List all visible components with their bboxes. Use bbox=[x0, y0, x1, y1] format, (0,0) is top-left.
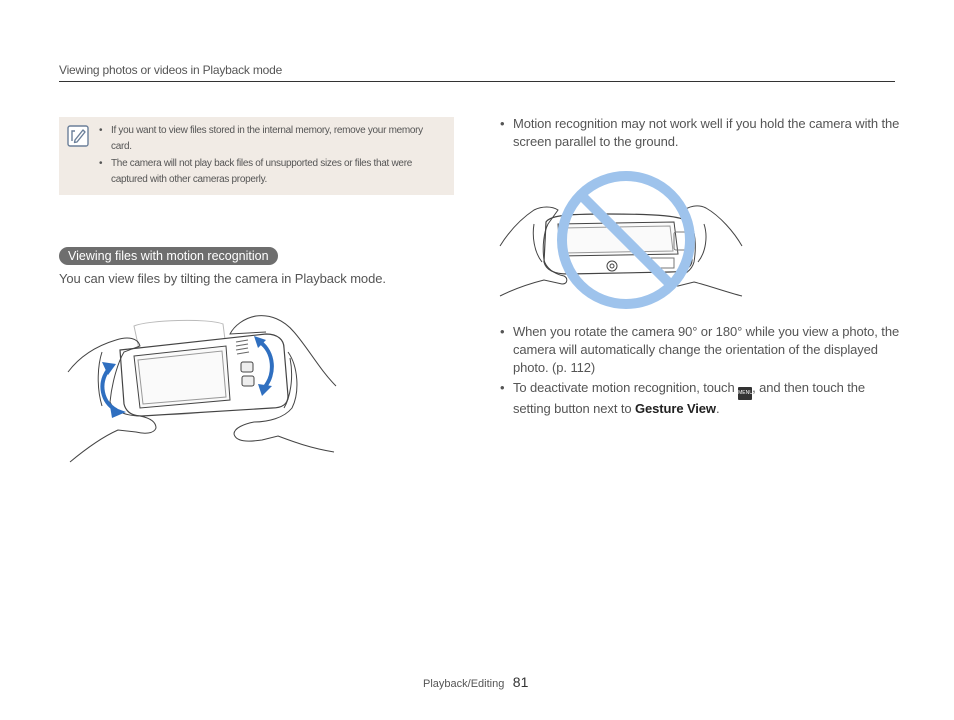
list-item-text: . bbox=[715, 401, 720, 416]
running-header bbox=[59, 62, 895, 82]
note-item: • The camera will not play back files of unsupported sizes or files that were captured with other cameras properly. bbox=[99, 156, 439, 188]
list-item bbox=[500, 379, 900, 418]
note-list bbox=[99, 123, 439, 189]
motion-warning-list bbox=[500, 115, 900, 151]
section-intro: You can view files by tilting the camera in Playback mode. bbox=[59, 271, 386, 286]
menu-icon: MENU bbox=[738, 387, 752, 400]
list-item-text: To deactivate motion recognition, touch bbox=[513, 380, 735, 395]
note-item: • If you want to view files stored in the internal memory, remove your memory card. bbox=[99, 123, 439, 155]
note-box bbox=[59, 117, 454, 195]
camera-held-flat-prohibited-illustration bbox=[498, 166, 744, 312]
page-number: 81 bbox=[512, 674, 529, 690]
header-title: Viewing photos or videos in Playback mode bbox=[59, 63, 283, 77]
motion-info-list bbox=[500, 323, 900, 420]
gesture-view-term: Gesture View bbox=[635, 401, 716, 416]
list-item: • When you rotate the camera 90° or 180° while you view a photo, the camera will automatically change the orientation of the displayed photo. (p. 112) bbox=[500, 323, 900, 377]
footer-section: Playback/Editing bbox=[423, 678, 505, 690]
page-footer bbox=[423, 673, 528, 693]
list-item-text: , and then touch the setting button next to bbox=[513, 380, 866, 416]
section-heading: Viewing files with motion recognition bbox=[59, 247, 278, 265]
hands-tilting-camera-illustration bbox=[58, 312, 338, 472]
note-pencil-icon bbox=[67, 125, 89, 147]
list-item: • Motion recognition may not work well if you hold the camera with the screen parallel to the ground. bbox=[500, 115, 900, 151]
